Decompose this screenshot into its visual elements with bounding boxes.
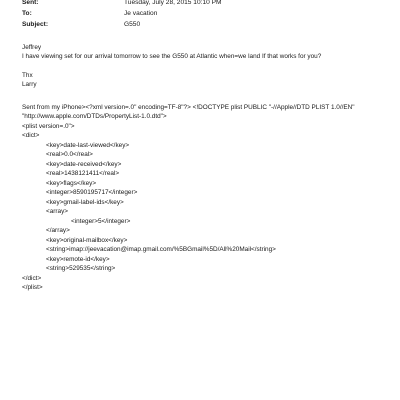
signature: Larry xyxy=(22,81,37,88)
footer-line: </dict> xyxy=(22,275,42,282)
footer-line: <real>1438121411</real> xyxy=(46,170,120,177)
footer-line: <plist version=.0"> xyxy=(22,123,75,130)
footer-line: "http://www.apple.com/DTDs/PropertyList-1.0.dtd"> xyxy=(22,113,167,120)
footer-line: <key>original-mailbox</key> xyxy=(46,237,128,244)
to-label: To: xyxy=(22,10,32,17)
footer-line: <key>gmail-label-ids</key> xyxy=(46,199,124,206)
footer-line: <array> xyxy=(46,208,69,215)
to-value: Je vacation xyxy=(124,10,158,17)
subject-label: Subject: xyxy=(22,21,49,28)
sent-value: Tuesday, July 28, 2015 10:10 PM xyxy=(124,0,222,6)
footer-line: <string>imap://jeevacation@imap.gmail.com/%5BGmail%5D/All%20Mail</string> xyxy=(46,246,276,253)
footer-line: <real>0.0</real> xyxy=(46,151,93,158)
subject-value: G550 xyxy=(124,21,141,28)
footer-line: <key>flags</key> xyxy=(46,180,97,187)
footer-line: <key>remote-id</key> xyxy=(46,256,110,263)
footer-line: <string>529535</string> xyxy=(46,265,116,272)
footer-line: Sent from my iPhone><?xml version=.0" encoding=TF-8"?> <!DOCTYPE plist PUBLIC "-//Apple//DTD PLIST 1.0//EN" xyxy=(22,104,355,111)
signoff: Thx xyxy=(22,72,33,79)
footer-line: <key>date-received</key> xyxy=(46,161,122,168)
footer-line: </array> xyxy=(46,227,70,234)
footer-line: <dict> xyxy=(22,132,40,139)
footer-line: <integer>5</integer> xyxy=(71,218,131,225)
greeting: Jeffrey xyxy=(22,44,42,51)
message-text: I have viewing set for our arrival tomorrow to see the G550 at Atlantic when=we land If that works for you? xyxy=(22,53,322,60)
footer-line: <key>date-last-viewed</key> xyxy=(46,142,130,149)
sent-label: Sent: xyxy=(22,0,39,6)
footer-line: <integer>8590195717</integer> xyxy=(46,189,138,196)
footer-line: </plist> xyxy=(22,284,43,291)
